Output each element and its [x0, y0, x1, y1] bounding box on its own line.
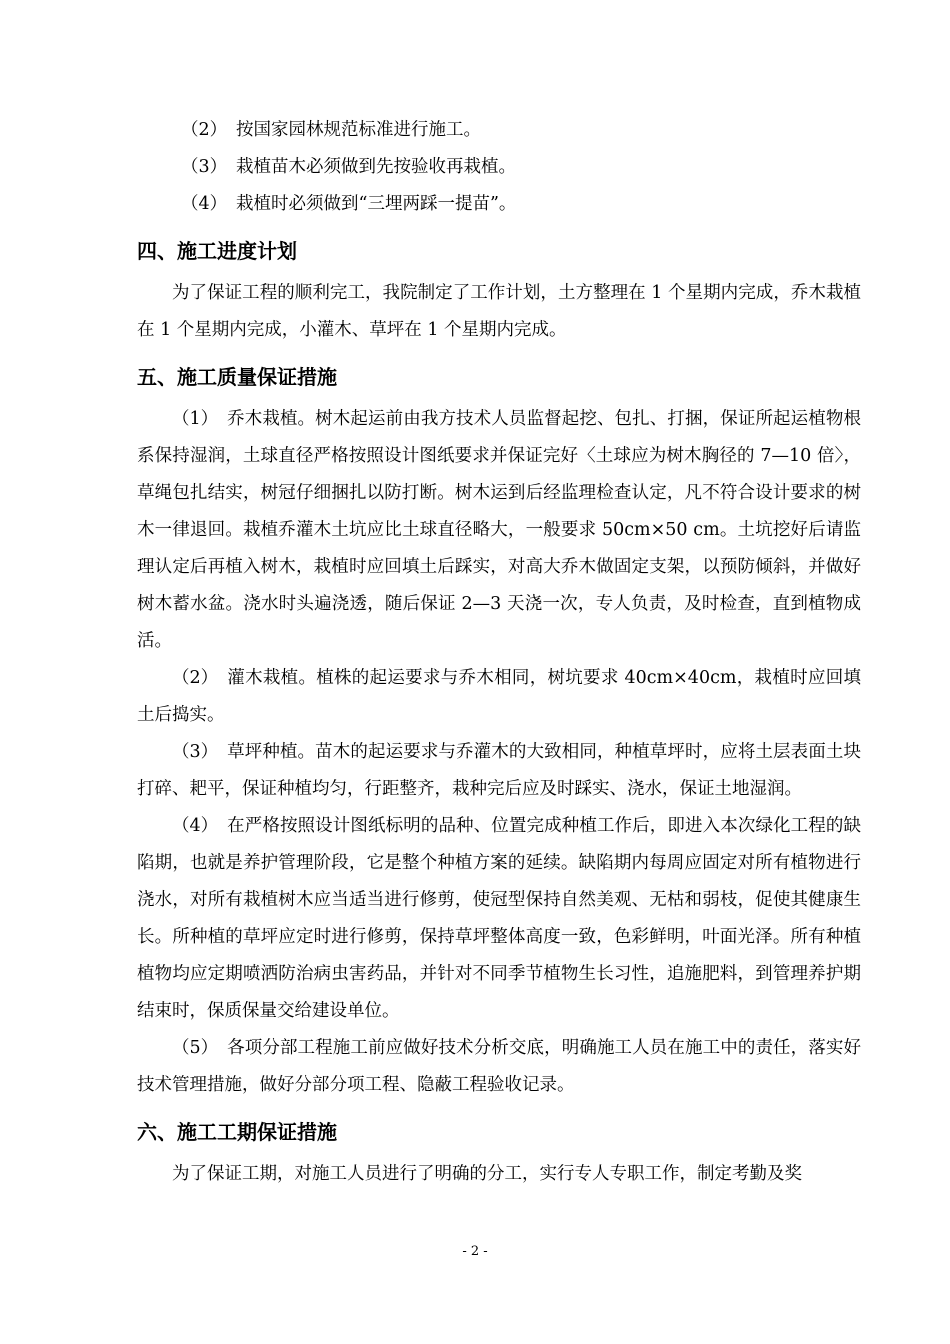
item-text: 栽植时必须做到“三埋两踩一提苗”。	[236, 194, 517, 214]
item-text: 灌木栽植。植株的起运要求与乔木相同，树坑要求 40cm×40cm，栽植时应回填土后捣实。	[137, 668, 861, 725]
item-text: 在严格按照设计图纸标明的品种、位置完成种植工作后，即进入本次绿化工程的缺陷期，也就是养护管理阶段，它是整个种植方案的延续。缺陷期内每周应固定对所有植物进行浇水，对所有栽植树木应当适当进行修剪，使冠型保持自然美观、无枯和弱枝，促使其健康生长。所种植的草坪应定时进行修剪，保持草坪整体高度一致，色彩鲜明，叶面光泽。所有种植植物均应定期喷洒防治病虫害药品，并针对不同季节植物生长习性，追施肥料，到管理养护期结束时，保质保量交给建设单位。	[137, 816, 861, 1021]
item-number: （2）	[172, 668, 219, 688]
document-page	[137, 112, 861, 1193]
page-number: - 2 -	[462, 1244, 488, 1259]
quality-item	[137, 1030, 861, 1104]
item-number: （5）	[172, 1038, 219, 1058]
quality-item	[137, 734, 861, 808]
item-text: 乔木栽植。树木起运前由我方技术人员监督起挖、包扎、打捆，保证所起运植物根系保持湿润，土球直径严格按照设计图纸要求并保证完好〈土球应为树木胸径的 7—10 倍〉，草绳包扎结实，树冠仔细捆扎以防打断。树木运到后经监理检查认定，凡不符合设计要求的树木一律退回。栽植乔灌木土坑应比土球直径略大，一般要求 50cm×50 cm。土坑挖好后请监理认定后再植入树木，栽植时应回填土后踩实，对高大乔木做固定支架，以预防倾斜，并做好树木蓄水盆。浇水时头遍浇透，随后保证 2—3 天浇一次，专人负责，及时检查，直到植物成活。	[137, 409, 861, 651]
item-number: （4）	[172, 816, 219, 836]
quality-item	[137, 660, 861, 734]
item-number: （4）	[181, 194, 228, 214]
quality-item	[137, 808, 861, 1030]
item-number: （3）	[181, 157, 228, 177]
section-heading-duration: 六、施工工期保证措施	[137, 1120, 337, 1144]
paragraph-schedule: 为了保证工程的顺利完工，我院制定了工作计划，土方整理在 1 个星期内完成，乔木栽植在 1 个星期内完成，小灌木、草坪在 1 个星期内完成。	[137, 283, 861, 340]
list-item	[137, 112, 861, 149]
section-heading-schedule: 四、施工进度计划	[137, 239, 297, 263]
section-heading-quality: 五、施工质量保证措施	[137, 365, 337, 389]
list-item	[137, 149, 861, 186]
item-text: 草坪种植。苗木的起运要求与乔灌木的大致相同，种植草坪时，应将土层表面土块打碎、耙平，保证种植均匀，行距整齐，栽种完后应及时踩实、浇水，保证土地湿润。	[137, 742, 861, 799]
list-item	[137, 186, 861, 223]
item-text: 栽植苗木必须做到先按验收再栽植。	[236, 157, 516, 177]
item-number: （3）	[172, 742, 219, 762]
quality-item	[137, 401, 861, 660]
item-number: （2）	[181, 120, 228, 140]
item-text: 各项分部工程施工前应做好技术分析交底，明确施工人员在施工中的责任，落实好技术管理措施，做好分部分项工程、隐蔽工程验收记录。	[137, 1038, 861, 1095]
item-number: （1）	[172, 409, 219, 429]
paragraph-duration: 为了保证工期，对施工人员进行了明确的分工，实行专人专职工作，制定考勤及奖	[172, 1164, 802, 1184]
item-text: 按国家园林规范标准进行施工。	[236, 120, 481, 140]
